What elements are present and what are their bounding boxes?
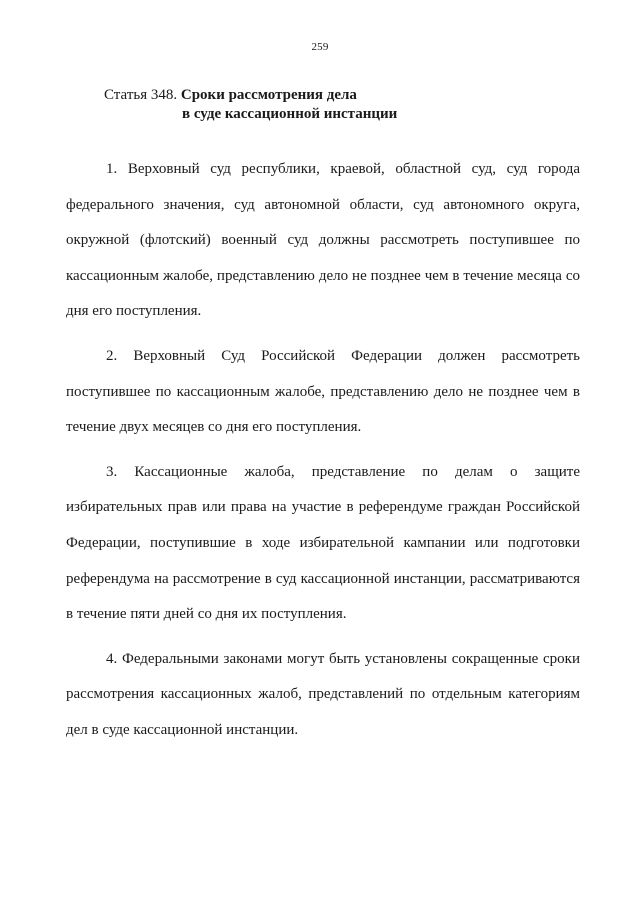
article-title-line2: в суде кассационной инстанции — [182, 106, 398, 122]
article-body — [66, 152, 580, 749]
page-number: 259 — [311, 41, 329, 53]
article-heading — [104, 86, 397, 124]
article-title-line1: Сроки рассмотрения дела — [180, 87, 357, 103]
paragraph-3: 3. Кассационные жалоба, представление по делам о защите избирательных прав или права на участие в референдуме граждан Российской Федерации, поступившие в ходе избирательной кампании или подготовки референдума на рассмотрение в суд кассационной инстанции, рассматриваются в течение пяти дней со дня их поступления. — [66, 463, 580, 623]
article-number: Статья 348. — [104, 87, 178, 103]
paragraph-1: 1. Верховный суд республики, краевой, областной суд, суд города федерального значения, суд автономной области, суд автономного округа, окружной (флотский) военный суд должны рассмотреть поступившее по кассационным жалобе, представлению дело не позднее чем в течение месяца со дня его поступления. — [66, 161, 580, 320]
paragraph-4: 4. Федеральными законами могут быть установлены сокращенные сроки рассмотрения кассационных жалоб, представлений по отдельным категориям дел в суде кассационной инстанции. — [66, 650, 580, 738]
paragraph-2: 2. Верховный Суд Российской Федерации должен рассмотреть поступившее по кассационным жалобе, представлению дело не позднее чем в течение двух месяцев со дня его поступления. — [66, 347, 580, 436]
